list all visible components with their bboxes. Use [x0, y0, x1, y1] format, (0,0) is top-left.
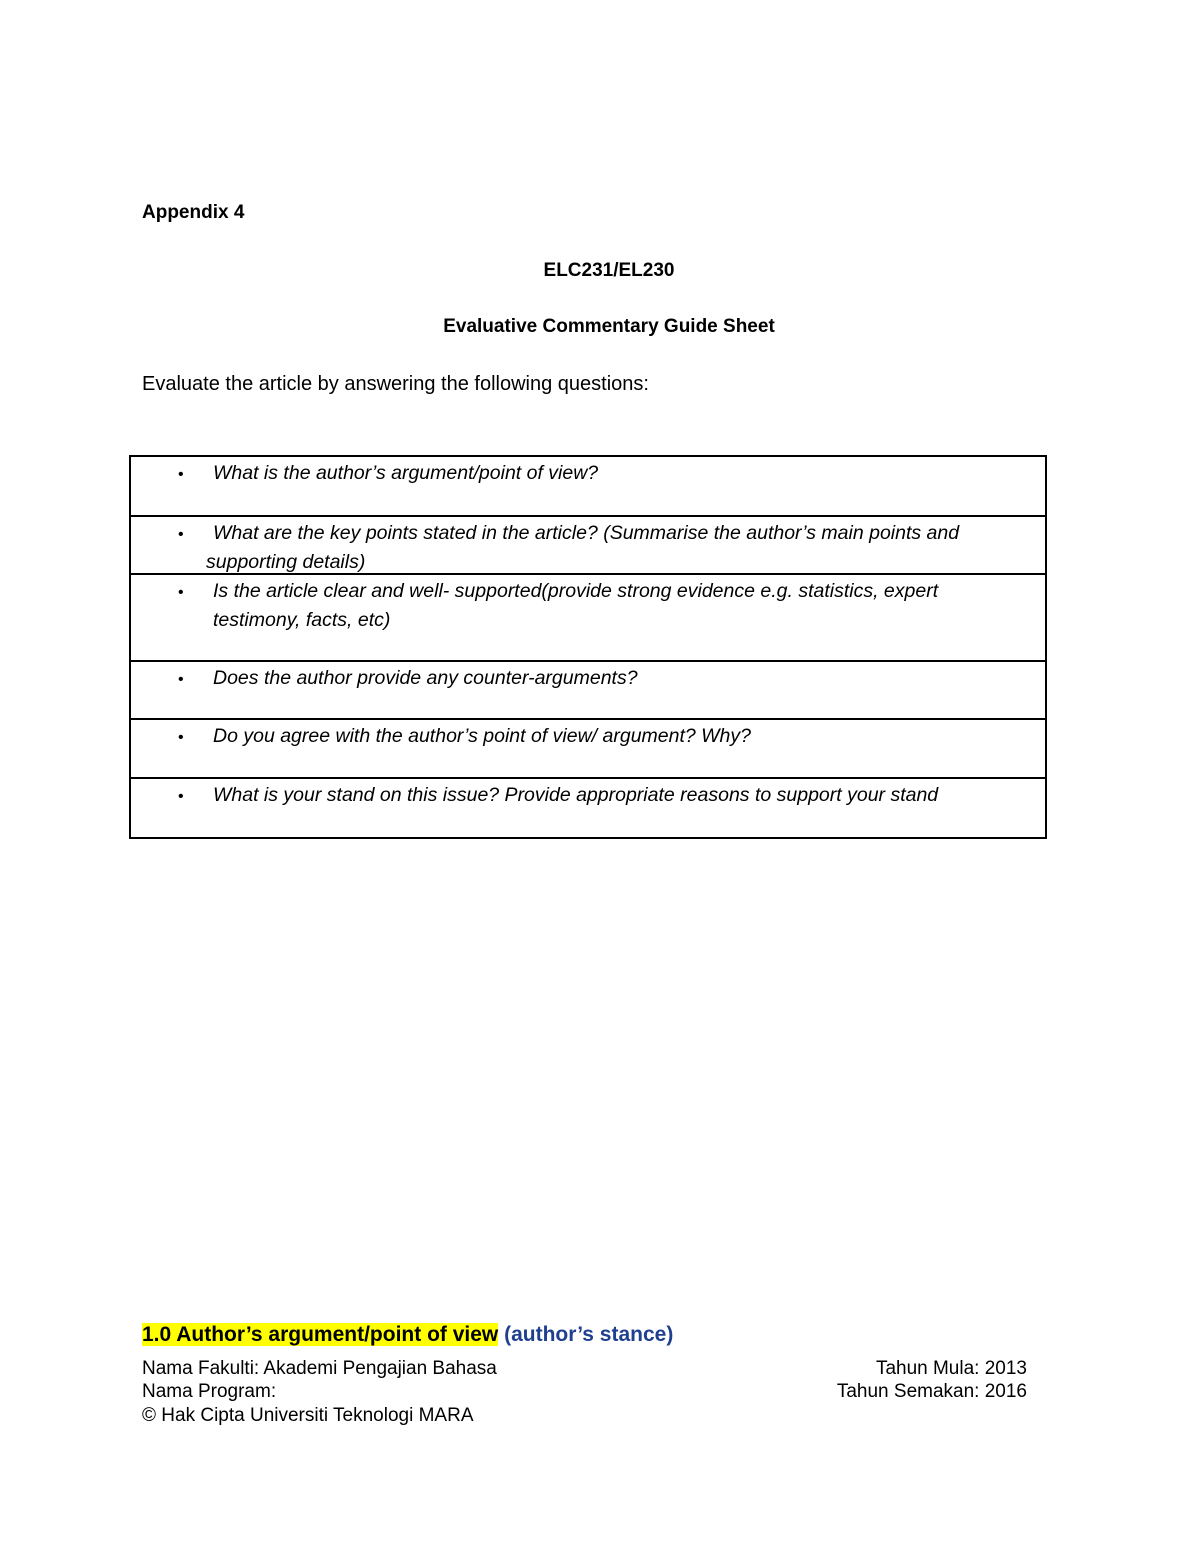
appendix-label: Appendix 4	[142, 202, 245, 223]
question-text: What is your stand on this issue? Provide appropriate reasons to support your stand	[213, 784, 939, 806]
section-heading-suffix: (author’s stance)	[504, 1323, 674, 1346]
start-year: Tahun Mula: 2013	[875, 1358, 1027, 1379]
question-row	[131, 517, 1045, 575]
question-row	[131, 457, 1045, 517]
bullet-icon: •	[178, 584, 184, 601]
instruction-text: Evaluate the article by answering the following questions:	[142, 373, 649, 395]
question-row	[131, 779, 1045, 837]
bullet-icon: •	[178, 729, 184, 746]
section-heading	[142, 1323, 673, 1347]
bullet-icon: •	[178, 526, 184, 543]
copyright-text: © Hak Cipta Universiti Teknologi MARA	[142, 1405, 474, 1426]
question-row	[131, 575, 1045, 662]
section-heading-highlighted: 1.0 Author’s argument/point of view	[142, 1323, 499, 1346]
review-year: Tahun Semakan: 2016	[836, 1381, 1027, 1402]
question-text: What are the key points stated in the article? (Summarise the author’s main points and supporting details)	[206, 522, 960, 573]
program-name: Nama Program:	[142, 1381, 277, 1402]
footer-line-faculty	[142, 1358, 1027, 1380]
question-row	[131, 662, 1045, 720]
footer-line-program	[142, 1381, 1027, 1403]
bullet-icon: •	[178, 671, 184, 688]
bullet-icon: •	[178, 788, 184, 805]
course-code: ELC231/EL230	[543, 260, 675, 281]
question-text: Does the author provide any counter-arguments?	[213, 667, 638, 689]
faculty-name: Nama Fakulti: Akademi Pengajian Bahasa	[142, 1358, 497, 1379]
question-text: What is the author’s argument/point of view?	[213, 462, 599, 484]
footer-line-copyright	[142, 1405, 1027, 1427]
bullet-icon: •	[178, 466, 184, 483]
page-title: Evaluative Commentary Guide Sheet	[443, 316, 775, 337]
question-row	[131, 720, 1045, 779]
questions-table	[129, 455, 1047, 839]
question-text: Is the article clear and well- supported(provide strong evidence e.g. statistics, expert testimony, facts, etc)	[213, 580, 939, 631]
question-text: Do you agree with the author’s point of view/ argument? Why?	[213, 725, 751, 747]
